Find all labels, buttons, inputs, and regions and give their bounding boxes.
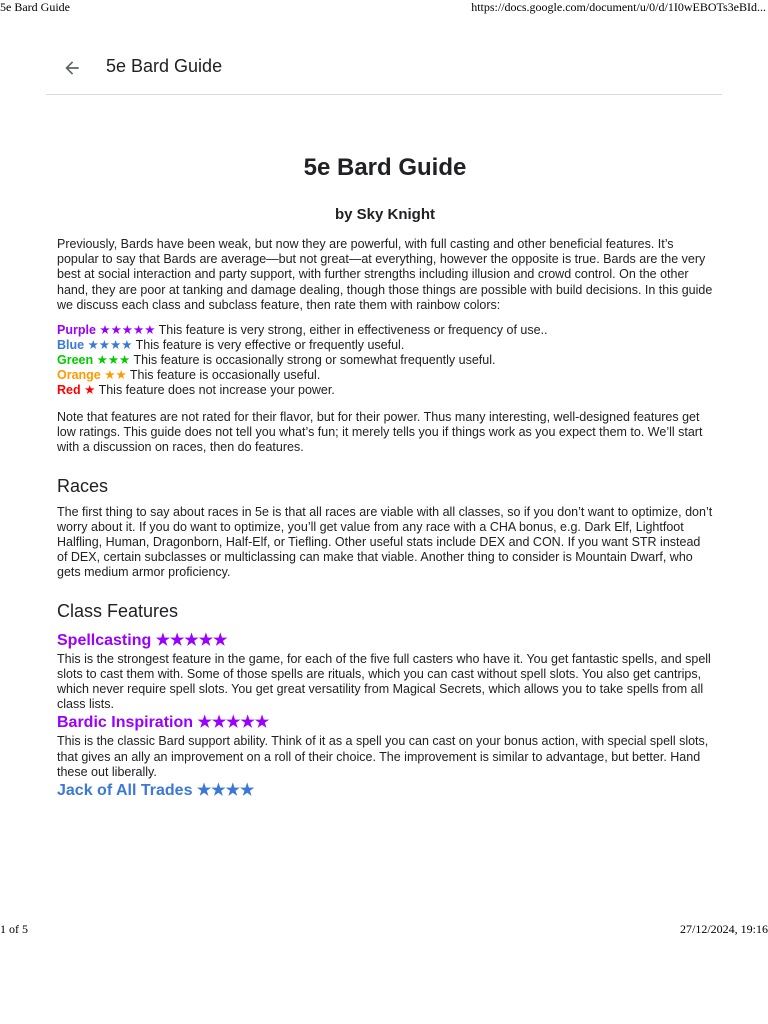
rating-row-orange	[57, 368, 713, 383]
rating-row-blue	[57, 338, 713, 353]
rating-desc: This feature is occasionally useful.	[126, 368, 321, 383]
feature-heading-spellcasting: Spellcasting ★★★★★	[57, 631, 228, 649]
print-header-title: 5e Bard Guide	[0, 0, 70, 14]
intro-paragraph: Previously, Bards have been weak, but now they are powerful, with full casting and other beneficial features. It’s popular to say that Bards are average—but not great—at everything, however the opposite is true. Bards are the very best at social interaction and party support, with further strengths including illusion and crowd control. On the other hand, they are poor at tanking and damage dealing, though those things are possible with build decisions. In this guide we discuss each class and subclass feature, then rate them with rainbow colors:	[57, 237, 713, 312]
app-bar-title: 5e Bard Guide	[106, 56, 223, 76]
rating-row-purple	[57, 323, 713, 338]
rating-stars: ★★★	[96, 353, 131, 368]
document-body	[57, 148, 713, 802]
rating-stars: ★★	[104, 368, 127, 383]
rating-name: Purple	[57, 323, 96, 338]
rating-name: Blue	[57, 338, 85, 353]
races-heading: Races	[57, 475, 109, 496]
print-footer-page: 1 of 5	[0, 922, 28, 936]
app-bar	[46, 50, 722, 95]
rating-desc: This feature is occasionally strong or somewhat frequently useful.	[130, 353, 496, 368]
note-paragraph: Note that features are not rated for their flavor, but for their power. Thus many interesting, well-designed features get low ratings. This guide does not tell you what’s fun; it merely tells you if things work as you expect them to. We’ll start with a discussion on races, then do features.	[57, 410, 703, 455]
print-header-url: https://docs.google.com/document/u/0/d/1I0wEBOTs3eBId...	[471, 0, 766, 14]
rating-row-red	[57, 383, 713, 398]
print-header	[0, 0, 768, 16]
rating-stars: ★★★★	[87, 338, 133, 353]
feature-text-bardic-inspiration: This is the classic Bard support ability. Think of it as a spell you can cast on your bonus action, with special spell slots, that gives an ally an improvement on a roll of their choice. The improvement is similar to advantage, but better. Hand these out liberally.	[57, 734, 709, 779]
rating-row-green	[57, 353, 713, 368]
rating-legend	[57, 323, 713, 398]
rating-desc: This feature is very effective or frequently useful.	[132, 338, 405, 353]
document-title: 5e Bard Guide	[303, 154, 467, 181]
rating-desc: This feature does not increase your power.	[95, 383, 335, 398]
rating-name: Red	[57, 383, 81, 398]
arrow-left-icon	[62, 58, 82, 78]
rating-name: Orange	[57, 368, 101, 383]
rating-desc: This feature is very strong, either in effectiveness or frequency of use..	[155, 323, 548, 338]
races-paragraph: The first thing to say about races in 5e is that all races are viable with all classes, so if you don’t want to optimize, don’t worry about it. If you do want to optimize, you’ll get value from any race with a CHA bonus, e.g. Dark Elf, Lightfoot Halfling, Human, Dragonborn, Half-Elf, or Tiefling. Other useful stats include DEX and CON. If you want STR instead of DEX, certain subclasses or multiclassing can make that viable. Another thing to consider is Mountain Dwarf, who gets medium armor proficiency.	[57, 504, 713, 580]
class-features-heading: Class Features	[57, 600, 179, 621]
rating-name: Green	[57, 353, 94, 368]
document-author: by Sky Knight	[334, 206, 435, 223]
rating-stars: ★★★★★	[99, 323, 156, 338]
feature-text-spellcasting: This is the strongest feature in the game, for each of the five full casters who have it. You get fantastic spells, and spell slots to cast them with. Some of those spells are rituals, which you can cast without spell slots. You also get cantrips, which never require spell slots. You get great versatility from Magical Secrets, which allows you to take spells from all class lists.	[57, 651, 711, 712]
rating-stars: ★	[84, 383, 96, 398]
back-button[interactable]	[58, 54, 86, 82]
feature-heading-jack-of-all-trades: Jack of All Trades ★★★★	[57, 782, 255, 800]
feature-heading-bardic-inspiration: Bardic Inspiration ★★★★★	[57, 714, 270, 732]
print-footer-datetime: 27/12/2024, 19:16	[679, 922, 768, 936]
